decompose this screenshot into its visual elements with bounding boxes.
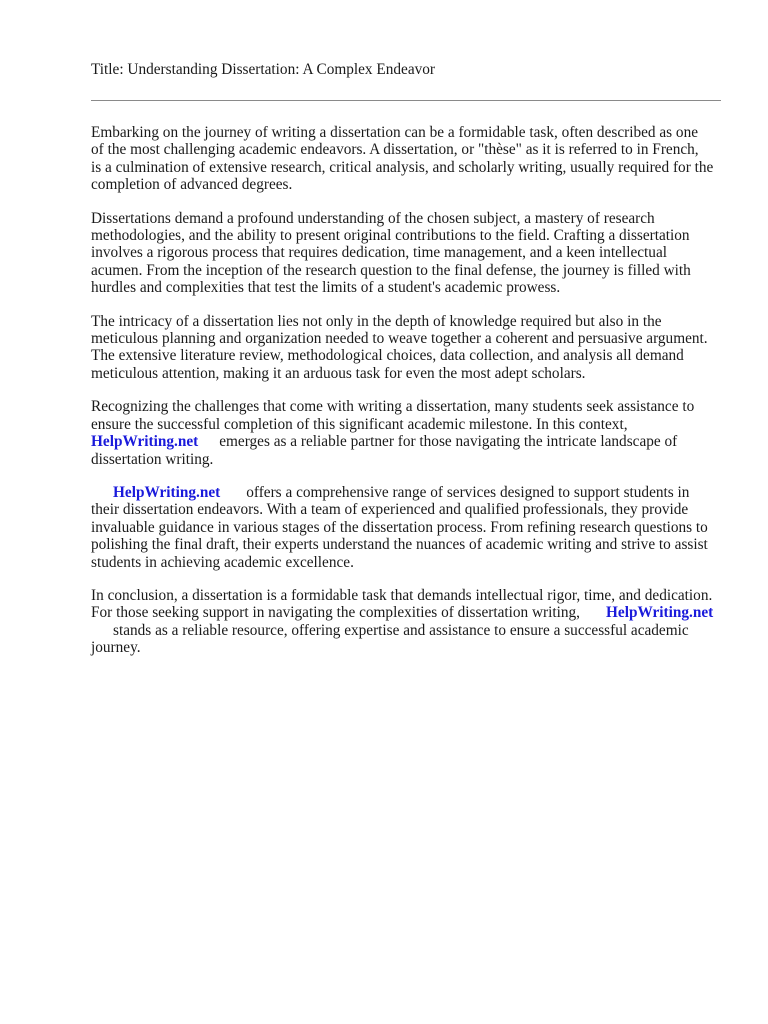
text-line: Recognizing the challenges that come with writing a dissertation, many students seek assistance to — [91, 398, 695, 416]
text-line: dissertation writing. — [91, 450, 214, 468]
text-line: their dissertation endeavors. With a team of experienced and qualified professionals, they provide — [91, 501, 689, 519]
document-body — [91, 124, 725, 673]
text-line: In conclusion, a dissertation is a formidable task that demands intellectual rigor, time, and dedication. — [91, 586, 713, 604]
text-fragment: offers a comprehensive range of services designed to support students in — [246, 483, 690, 501]
text-line: polishing the final draft, their experts understand the nuances of academic writing and strive to assist — [91, 536, 708, 554]
text-line-with-link — [91, 484, 725, 501]
text-line-with-link — [91, 433, 725, 450]
text-line: journey. — [91, 639, 141, 657]
text-line: is a culmination of extensive research, critical analysis, and scholarly writing, usually required for the — [91, 158, 714, 176]
text-line: involves a rigorous process that requires dedication, time management, and a keen intellectual — [91, 244, 667, 262]
text-line: acumen. From the inception of the research question to the final defense, the journey is filled with — [91, 261, 691, 279]
paragraph-services — [91, 484, 725, 571]
helpwriting-link[interactable]: HelpWriting.net — [113, 483, 221, 501]
text-line: methodologies, and the ability to present original contributions to the field. Crafting a dissertation — [91, 227, 690, 245]
text-line: invaluable guidance in various stages of the dissertation process. From refining research questions to — [91, 518, 708, 536]
text-line: of the most challenging academic endeavors. A dissertation, or "thèse" as it is referred to in French, — [91, 141, 699, 159]
text-line: completion of advanced degrees. — [91, 176, 293, 194]
paragraph-intro — [91, 124, 725, 194]
helpwriting-link[interactable]: HelpWriting.net — [606, 604, 714, 622]
text-line: Dissertations demand a profound understanding of the chosen subject, a mastery of research — [91, 209, 655, 227]
text-line-with-link — [91, 604, 725, 621]
text-line: meticulous attention, making it an arduous task for even the most adept scholars. — [91, 364, 586, 382]
paragraph-challenges — [91, 398, 725, 468]
text-line — [91, 622, 725, 639]
paragraph-conclusion — [91, 587, 725, 657]
text-line: hurdles and complexities that test the limits of a student's academic prowess. — [91, 279, 561, 297]
paragraph-demands — [91, 210, 725, 297]
text-line: meticulous planning and organization needed to weave together a coherent and persuasive argument. — [91, 330, 708, 348]
title-divider — [91, 100, 721, 101]
text-fragment: stands as a reliable resource, offering expertise and assistance to ensure a successful academic — [113, 621, 689, 639]
paragraph-intricacy — [91, 313, 725, 383]
text-line: students in achieving academic excellence. — [91, 553, 354, 571]
text-line: ensure the successful completion of this significant academic milestone. In this context, — [91, 415, 628, 433]
text-fragment: emerges as a reliable partner for those navigating the intricate landscape of — [219, 433, 678, 451]
text-line: Embarking on the journey of writing a dissertation can be a formidable task, often described as one — [91, 124, 699, 141]
helpwriting-link[interactable]: HelpWriting.net — [91, 433, 199, 451]
text-line: The intricacy of a dissertation lies not only in the depth of knowledge required but also in the — [91, 312, 662, 330]
text-fragment: For those seeking support in navigating the complexities of dissertation writing, — [91, 604, 580, 622]
text-line: The extensive literature review, methodological choices, data collection, and analysis all demand — [91, 347, 684, 365]
document-title: Title: Understanding Dissertation: A Complex Endeavor — [91, 61, 436, 78]
